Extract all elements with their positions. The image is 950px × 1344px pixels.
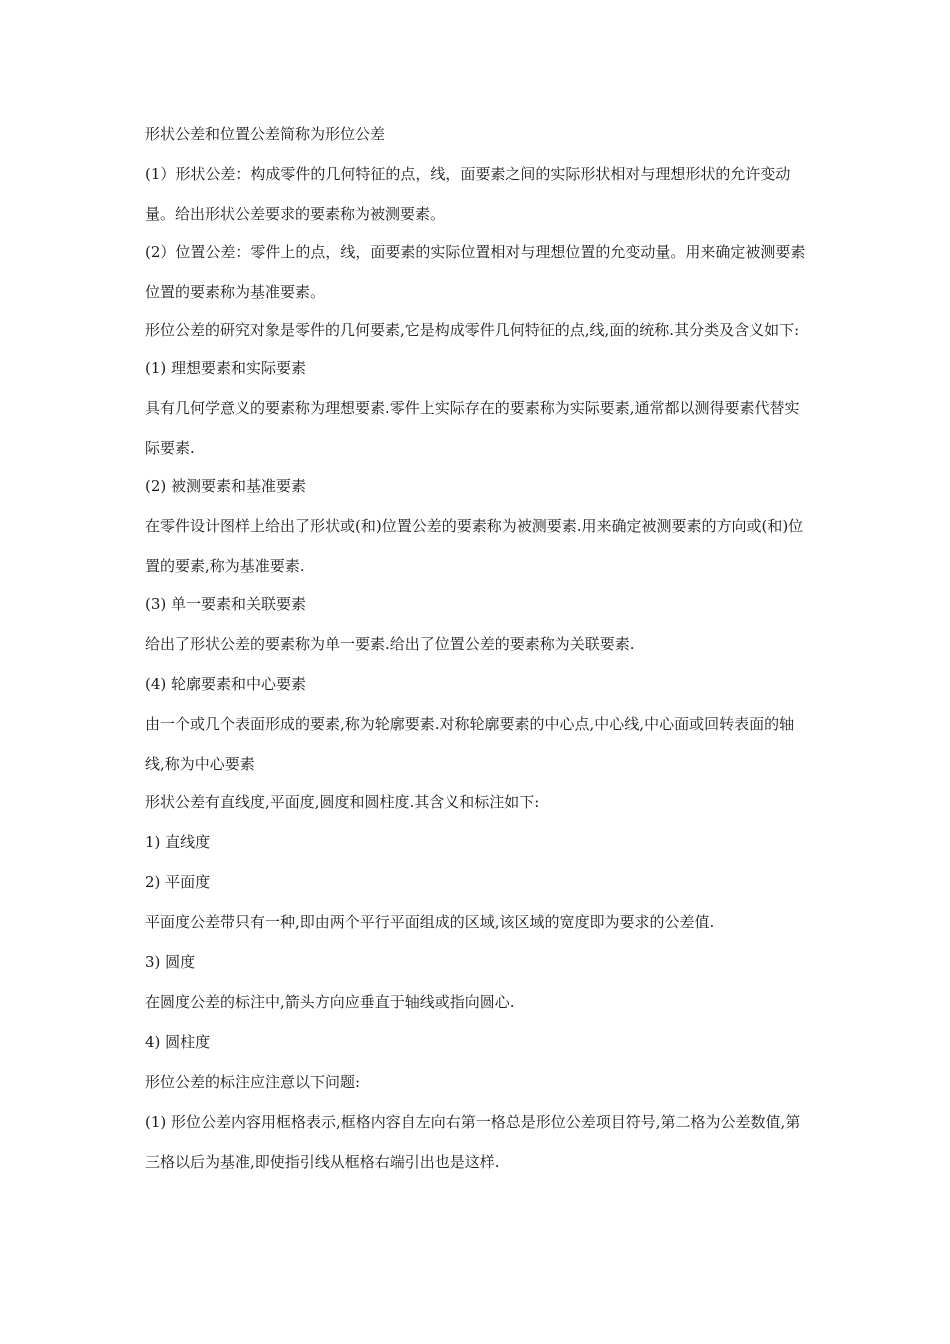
paragraph-measured-datum: 在零件设计图样上给出了形状或(和)位置公差的要素称为被测要素.用来确定被测要素的方向或(和)位置的要素,称为基准要素. [145, 517, 804, 575]
item-cylindricity: 4) 圆柱度 [145, 1033, 211, 1051]
paragraph-research-object: 形位公差的研究对象是零件的几何要素,它是构成零件几何特征的点,线,面的统称.其分类及含义如下: [145, 321, 800, 339]
paragraph-notes-intro: 形位公差的标注应注意以下问题: [145, 1073, 361, 1091]
heading-contour-center: (4) 轮廓要素和中心要素 [145, 675, 307, 693]
paragraph-single-related: 给出了形状公差的要素称为单一要素.给出了位置公差的要素称为关联要素. [145, 635, 635, 653]
paragraph-intro: 形状公差和位置公差简称为形位公差 [145, 125, 386, 143]
item-straightness: 1) 直线度 [145, 833, 211, 851]
item-roundness: 3) 圆度 [145, 953, 196, 971]
paragraph-shape-tolerance: (1）形状公差：构成零件的几何特征的点，线，面要素之间的实际形状相对与理想形状的允许变动量。给出形状公差要求的要素称为被测要素。 [145, 165, 791, 223]
paragraph-position-tolerance: (2）位置公差：零件上的点，线，面要素的实际位置相对与理想位置的允变动量。用来确定被测要素位置的要素称为基准要素。 [145, 243, 806, 301]
heading-measured-datum: (2) 被测要素和基准要素 [145, 477, 307, 495]
paragraph-ideal-actual: 具有几何学意义的要素称为理想要素.零件上实际存在的要素称为实际要素,通常都以测得要素代替实际要素. [145, 399, 800, 457]
heading-single-related: (3) 单一要素和关联要素 [145, 595, 307, 613]
paragraph-roundness: 在圆度公差的标注中,箭头方向应垂直于轴线或指向圆心. [145, 993, 515, 1011]
item-flatness: 2) 平面度 [145, 873, 211, 891]
document-body [145, 121, 810, 1187]
heading-ideal-actual: (1) 理想要素和实际要素 [145, 359, 307, 377]
paragraph-contour-center: 由一个或几个表面形成的要素,称为轮廓要素.对称轮廓要素的中心点,中心线,中心面或回转表面的轴线,称为中心要素 [145, 715, 795, 773]
paragraph-flatness: 平面度公差带只有一种,即由两个平行平面组成的区域,该区域的宽度即为要求的公差值. [145, 913, 715, 931]
paragraph-frame-notes: (1) 形位公差内容用框格表示,框格内容自左向右第一格总是形位公差项目符号,第二格为公差数值,第三格以后为基准,即使指引线从框格右端引出也是这样. [145, 1113, 801, 1171]
paragraph-shape-types: 形状公差有直线度,平面度,圆度和圆柱度.其含义和标注如下: [145, 793, 540, 811]
